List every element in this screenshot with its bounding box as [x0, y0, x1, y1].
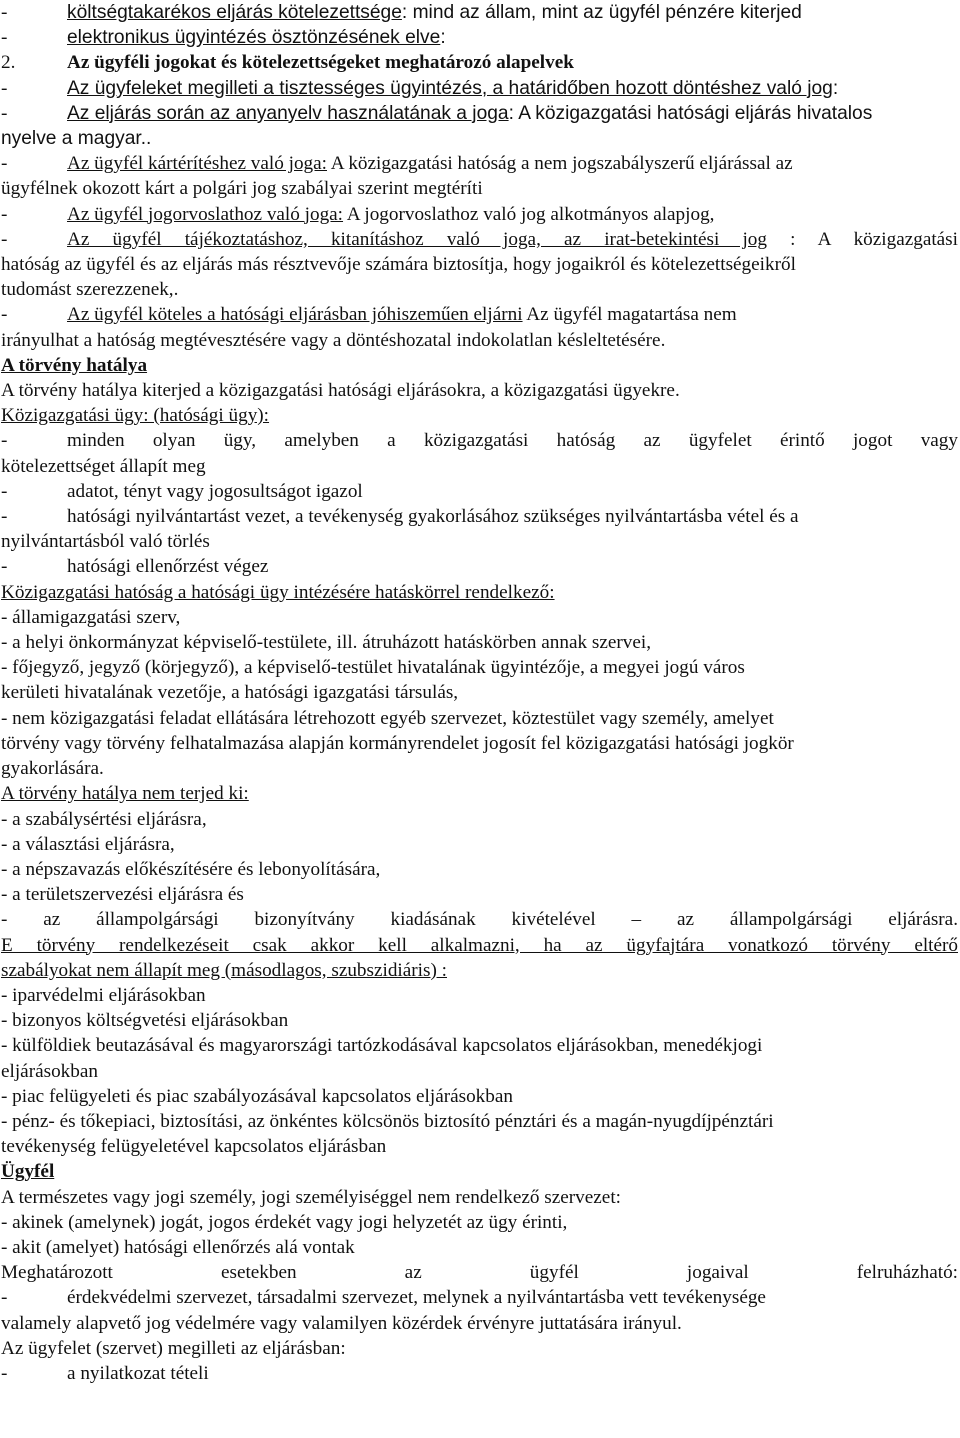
text-line [1, 983, 958, 1008]
dash-marker: - [1, 153, 8, 175]
line-text: Meghatározott esetekben az ügyfél jogaival felruházható: [1, 1262, 958, 1284]
principle-title: Az ügyfél köteles a hatósági eljárásban jóhiszeműen eljárni [67, 304, 523, 326]
text-line [1, 1084, 958, 1109]
text-line [1, 353, 958, 378]
text-line [1, 302, 958, 327]
line-text: A törvény hatálya kiterjed a közigazgatási hatósági eljárásokra, a közigazgatási ügyekre. [1, 380, 680, 402]
text-line [1, 176, 958, 201]
line-text: tevékenység felügyeletével kapcsolatos eljárásban [1, 1136, 387, 1158]
line-text: - bizonyos költségvetési eljárásokban [1, 1010, 289, 1032]
principle-text: : A közigazgatási hatósági eljárás hivatalos [508, 102, 873, 124]
principle-title: Az eljárás során az anyanyelv használatának a joga [67, 102, 509, 124]
text-line [1, 1059, 958, 1084]
dash-marker: - [1, 2, 8, 23]
text-line [1, 680, 958, 705]
text-line [1, 504, 958, 529]
principle-text: A közigazgatási hatóság a nem jogszabályszerű eljárással az [327, 153, 793, 175]
dash-marker: - [1, 1287, 8, 1309]
text-line [1, 1185, 958, 1210]
line-text: - a népszavazás előkészítésére és lebonyolítására, [1, 858, 381, 880]
principle-text: : mind az állam, mint az ügyfél pénzére kiterjed [401, 2, 802, 23]
text-line [1, 529, 958, 554]
text-line [1, 227, 958, 252]
text-line [1, 756, 958, 781]
line-text: - akinek (amelynek) jogát, jogos érdekét vagy jogi helyzetét az ügy érinti, [1, 1211, 568, 1233]
text-line [1, 882, 958, 907]
underlined-heading: Közigazgatási ügy: (hatósági ügy): [1, 405, 270, 427]
text-line [1, 1311, 958, 1336]
line-text: eljárásokban [1, 1060, 98, 1082]
text-line [1, 454, 958, 479]
text-line [1, 202, 958, 227]
text-line [1, 479, 958, 504]
line-text: nyelve a magyar.. [1, 128, 152, 150]
text-line [1, 605, 958, 630]
line-text: hatóság az ügyfél és az eljárás más résztvevője számára biztosítja, hogy jogaikról és kötelezettségeikről [1, 254, 796, 276]
line-text: ügyfélnek okozott kárt a polgári jog szabályai szerint megtéríti [1, 178, 483, 200]
principle-title: Az ügyfél tájékoztatáshoz, kitanításhoz való joga, az irat-betekintési jog [67, 228, 767, 250]
text-line [1, 832, 958, 857]
text-line [1, 807, 958, 832]
section-heading: Az ügyféli jogokat és kötelezettségeket meghatározó alapelvek [67, 52, 574, 74]
text-line [1, 907, 958, 932]
text-line [1, 933, 958, 958]
line-text: - a helyi önkormányzat képviselő-testülete, ill. átruházott hatáskörben annak szervei, [1, 632, 652, 654]
dash-marker: - [1, 1362, 8, 1384]
text-line [1, 403, 958, 428]
text-line [1, 277, 958, 302]
underlined-heading: szabályokat nem állapít meg (másodlagos, szubszidiáris) : [1, 959, 447, 981]
section-heading: A törvény hatálya [1, 354, 148, 376]
text-line [1, 655, 958, 680]
dash-marker: - [1, 27, 8, 49]
text-line [1, 1235, 958, 1260]
principle-title: elektronikus ügyintézés ösztönzésének elve [67, 27, 441, 49]
text-line [1, 1285, 958, 1310]
principle-title: Az ügyfeleket megilleti a tisztességes ügyintézés, a határidőben hozott döntéshez való jog [67, 77, 833, 99]
text-line [1, 706, 958, 731]
dash-marker: - [1, 430, 8, 452]
line-text: hatósági ellenőrzést végez [67, 556, 269, 578]
line-text: gyakorlására. [1, 758, 104, 780]
item-number: 2. [1, 52, 16, 74]
line-text: A természetes vagy jogi személy, jogi személyiséggel nem rendelkező szervezet: [1, 1186, 621, 1208]
line-text: Az ügyfelet (szervet) megilleti az eljárásban: [1, 1337, 346, 1359]
dash-marker: - [1, 228, 8, 250]
text-line [1, 1210, 958, 1235]
line-text: irányulhat a hatóság megtévesztésére vagy a döntéshozatal indokolatlan késleltetésére. [1, 329, 666, 351]
dash-marker: - [1, 77, 8, 99]
principle-title: Az ügyfél kártérítéshez való joga: [67, 153, 327, 175]
text-line [1, 76, 958, 101]
text-line [1, 126, 958, 151]
text-line [1, 1336, 958, 1361]
principle-text: : [440, 27, 446, 49]
line-text: adatot, tényt vagy jogosultságot igazol [67, 480, 363, 502]
dash-marker: - [1, 506, 8, 528]
line-text: - a választási eljárásra, [1, 833, 175, 855]
line-text: - pénz- és tőkepiaci, biztosítási, az önkéntes kölcsönös biztosító pénztári és a magán-nyugdíjpénztári [1, 1110, 774, 1132]
text-line [1, 0, 958, 25]
line-text: kerületi hivatalának vezetője, a hatósági igazgatási társulás, [1, 682, 459, 704]
text-line [1, 50, 958, 75]
principle-title: költségtakarékos eljárás kötelezettsége [67, 2, 402, 23]
text-line [1, 1134, 958, 1159]
text-line [1, 1033, 958, 1058]
line-text: - nem közigazgatási feladat ellátására létrehozott egyéb szervezet, köztestület vagy személy, amelyet [1, 707, 774, 729]
line-text: kötelezettséget állapít meg [1, 455, 206, 477]
text-line [1, 1109, 958, 1134]
text-line [1, 1008, 958, 1033]
text-line [1, 857, 958, 882]
principle-text: A jogorvoslathoz való jog alkotmányos alapjog, [343, 203, 715, 225]
line-text: minden olyan ügy, amelyben a közigazgatási hatóság az ügyfelet érintő jogot vagy [67, 430, 958, 452]
line-text: - főjegyző, jegyző (körjegyző), a képviselő-testület hivatalának ügyintézője, a megyei jogú város [1, 657, 745, 679]
dash-marker: - [1, 480, 8, 502]
line-text: törvény vagy törvény felhatalmazása alapján kormányrendelet jogosít fel közigazgatási hatósági jogkör [1, 732, 794, 754]
line-text: - a szabálysértési eljárásra, [1, 808, 207, 830]
principle-text: Az ügyfél magatartása nem [522, 304, 737, 326]
underlined-heading: Közigazgatási hatóság a hatósági ügy intézésére hatáskörrel rendelkező: [1, 581, 555, 603]
text-line [1, 25, 958, 50]
line-text: - államigazgatási szerv, [1, 606, 181, 628]
text-line [1, 252, 958, 277]
text-line [1, 428, 958, 453]
line-text: nyilvántartásból való törlés [1, 531, 210, 553]
line-text: tudomást szerezzenek,. [1, 279, 179, 301]
principle-title: Az ügyfél jogorvoslathoz való joga: [67, 203, 344, 225]
text-line [1, 731, 958, 756]
dash-marker: - [1, 556, 8, 578]
principle-text: : A közigazgatási [767, 228, 958, 250]
line-text: valamely alapvető jog védelmére vagy valamilyen közérdek érvényre juttatására irányul. [1, 1312, 682, 1334]
line-text: érdekvédelmi szervezet, társadalmi szervezet, melynek a nyilvántartásba vett tevékenysége [67, 1287, 766, 1309]
dash-marker: - [1, 304, 8, 326]
text-line [1, 151, 958, 176]
line-text: - iparvédelmi eljárásokban [1, 984, 206, 1006]
line-text: - piac felügyeleti és piac szabályozásával kapcsolatos eljárásokban [1, 1085, 513, 1107]
line-text: - külföldiek beutazásával és magyarországi tartózkodásával kapcsolatos eljárásokban, menedékjogi [1, 1035, 763, 1057]
text-line [1, 1159, 958, 1184]
text-line [1, 958, 958, 983]
line-text: - a területszervezési eljárásra és [1, 884, 244, 906]
line-text: a nyilatkozat tételi [67, 1362, 209, 1384]
principle-text: : [832, 77, 839, 99]
section-heading: Ügyfél [1, 1161, 55, 1183]
text-line [1, 101, 958, 126]
line-text: hatósági nyilvántartást vezet, a tevékenység gyakorlásához szükséges nyilvántartásba vétel és a [67, 506, 799, 528]
text-line [1, 554, 958, 579]
text-line [1, 378, 958, 403]
text-line [1, 1260, 958, 1285]
text-line [1, 1361, 958, 1386]
text-line [1, 328, 958, 353]
text-line [1, 781, 958, 806]
underlined-heading: A törvény hatálya nem terjed ki: [1, 783, 249, 805]
text-line [1, 630, 958, 655]
underlined-heading: E törvény rendelkezéseit csak akkor kell alkalmazni, ha az ügyfajtára vonatkozó törvény eltérő [1, 934, 958, 956]
line-text: - az állampolgársági bizonyítvány kiadásának kivételével – az állampolgársági eljárásra. [1, 909, 958, 931]
dash-marker: - [1, 203, 8, 225]
line-text: - akit (amelyet) hatósági ellenőrzés alá vontak [1, 1236, 355, 1258]
dash-marker: - [1, 102, 8, 124]
text-line [1, 580, 958, 605]
